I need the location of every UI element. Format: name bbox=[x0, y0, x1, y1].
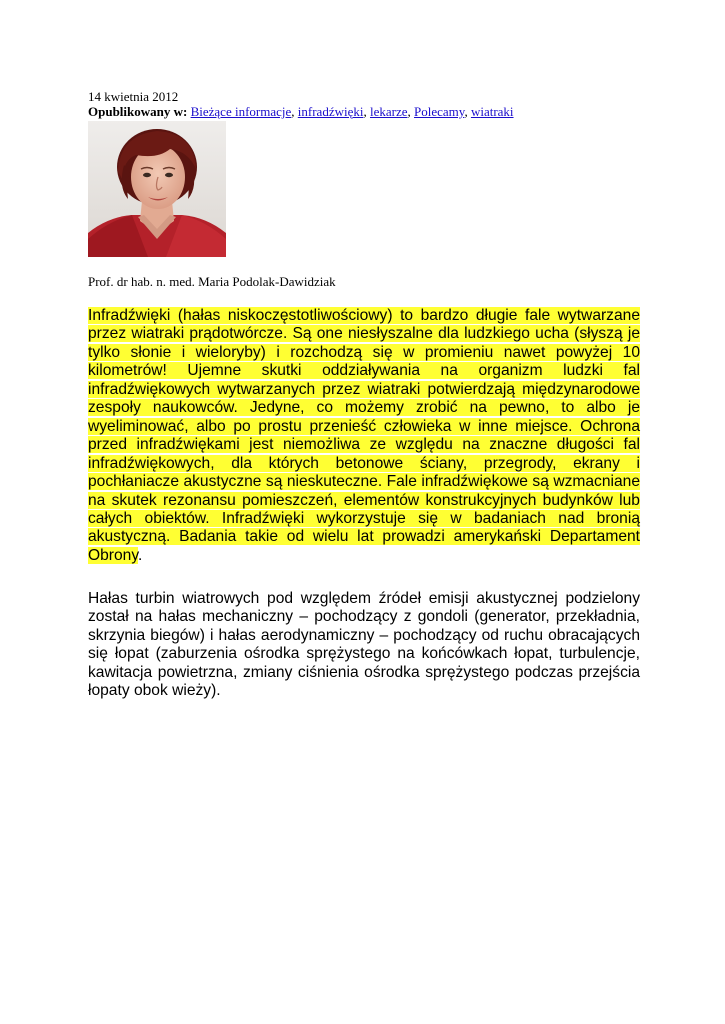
category-link-polecamy[interactable]: Polecamy bbox=[414, 104, 465, 119]
article-paragraph-1 bbox=[88, 307, 640, 565]
article-paragraph-2: Hałas turbin wiatrowych pod względem źródeł emisji akustycznej podzielony został na hałas mechaniczny – pochodzący z gondoli (generator, przekładnia, skrzynia biegów) i hałas aerodynamiczny – pochodzący od ruchu obracających się łopat (zaburzenia ośrodka sprężystego na końcówkach łopat, turbulencje, kawitacja powietrzna, zmiany ciśnienia ośrodka sprężystego podczas przejścia łopaty obok wieży). bbox=[88, 590, 640, 700]
highlighted-text: Infradźwięki (hałas niskoczęstotliwościowy) to bardzo długie fale wytwarzane przez wiatraki prądotwórcze. Są one niesłyszalne dla ludzkiego ucha (słyszą je tylko słonie i wieloryby) i rozchodzą się w promieniu nawet powyżej 10 kilometrów! Ujemne skutki oddziaływania na organizm ludzki fal infradźwiękowych wytwarzanych przez wiatraki potwierdzają międzynarodowe zespoły naukowców. Jedyne, co możemy zrobić na pewno, to albo je wyeliminować, albo po prostu przenieść człowieka w inne miejsce. Ochrona przed infradźwiękami jest niemożliwa ze względu na znaczne długości fal infradźwiękowych, dla których betonowe ściany, przegrody, ekrany i pochłaniacze akustyczne są nieskuteczne. Fale infradźwiękowe są wzmacniane na skutek rezonansu pomieszczeń, elementów konstrukcyjnych budynków lub całych obiektów. Infradźwięki wykorzystuje się w badaniach nad bronią akustyczną. Badania takie od wielu lat prowadzi amerykański Departament Obrony bbox=[88, 307, 640, 564]
category-link-infradzwieki[interactable]: infradźwięki bbox=[297, 104, 364, 119]
author-photo bbox=[88, 121, 226, 257]
portrait-image bbox=[88, 121, 226, 257]
category-link-lekarze[interactable]: lekarze bbox=[369, 104, 408, 119]
category-link-biezace-informacje[interactable]: Bieżące informacje bbox=[190, 104, 292, 119]
paragraph-1-tail: . bbox=[137, 546, 143, 564]
published-label: Opublikowany w: bbox=[88, 104, 188, 119]
published-in: Opublikowany w: Bieżące informacje, infradźwięki, lekarze, Polecamy, wiatraki bbox=[88, 104, 514, 119]
post-date: 14 kwietnia 2012 bbox=[88, 89, 179, 104]
photo-caption: Prof. dr hab. n. med. Maria Podolak-Dawidziak bbox=[88, 274, 336, 289]
category-link-wiatraki[interactable]: wiatraki bbox=[470, 104, 514, 119]
